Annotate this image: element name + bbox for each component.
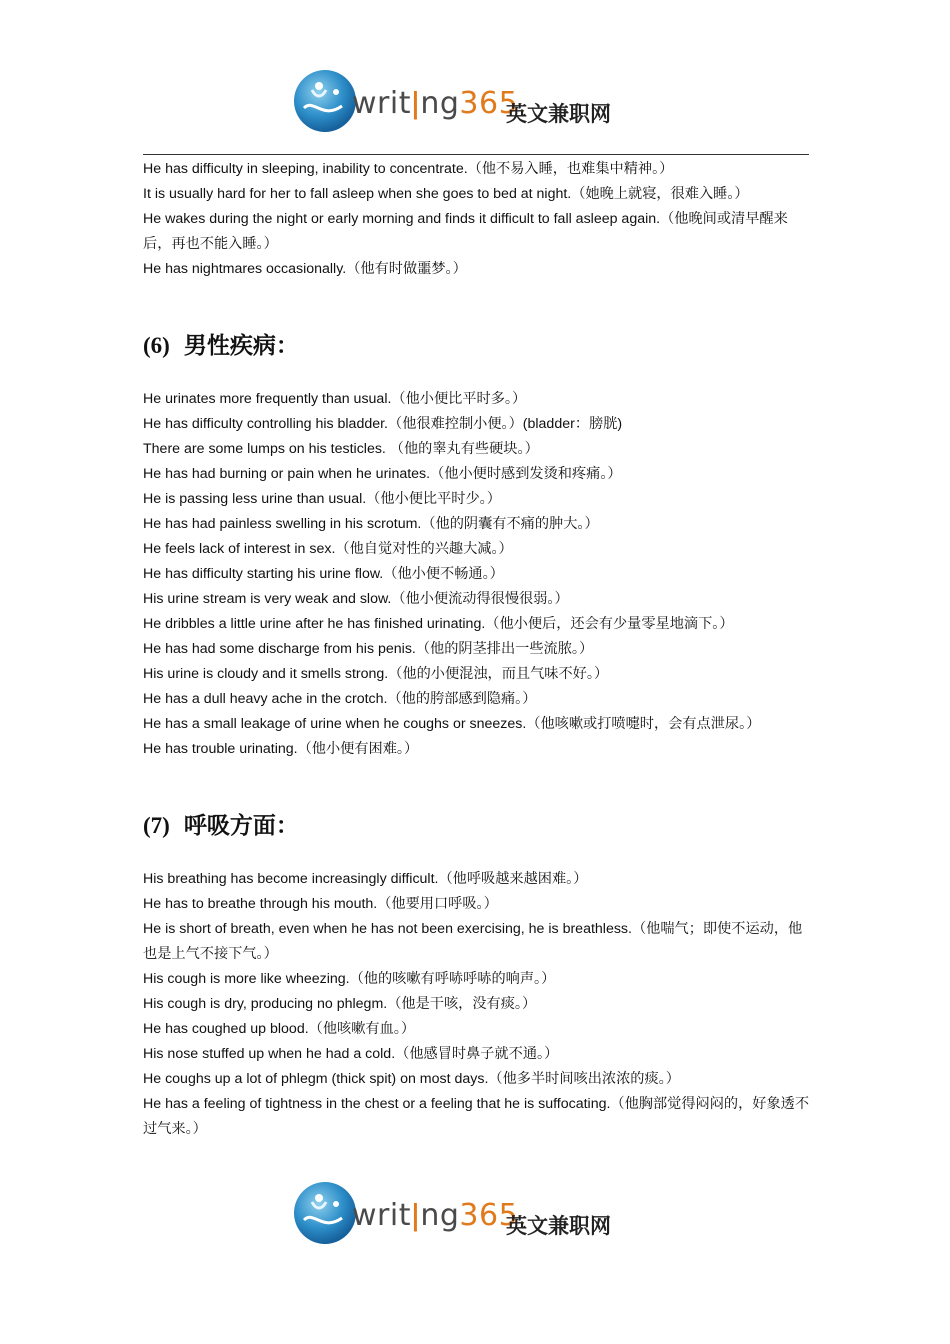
sleep-line: He has nightmares occasionally.（他有时做噩梦。）	[143, 261, 467, 277]
logo-chinese-text: 英文兼职网	[506, 1214, 611, 1238]
logo-wordmark	[352, 86, 518, 121]
section-6-heading	[143, 331, 811, 361]
symptom-line: He is short of breath, even when he has not been exercising, he is breathless.（他喘气；即使不运动，他也是上气不接下气。）	[143, 921, 803, 962]
logo-globe-icon	[292, 1180, 358, 1246]
section-7-heading	[143, 811, 811, 841]
symptom-line: He dribbles a little urine after he has finished urinating.（他小便后，还会有少量零星地滴下。）	[143, 616, 734, 632]
sleep-line: He wakes during the night or early morning and finds it difficult to fall asleep again.（他晚间或清早醒来后，再也不能入睡。）	[143, 211, 788, 252]
section-6-number: (6)	[143, 333, 170, 358]
symptom-line: He has a small leakage of urine when he coughs or sneezes.（他咳嗽或打喷嚏时，会有点泄尿。）	[143, 716, 761, 732]
symptom-line: He has had some discharge from his penis.（他的阴茎排出一些流脓。）	[143, 641, 594, 657]
logo-word-prefix: writ	[352, 1198, 411, 1233]
symptom-line: He is passing less urine than usual.（他小便比平时少。）	[143, 491, 501, 507]
symptom-line: He has coughed up blood.（他咳嗽有血。）	[143, 1021, 416, 1037]
symptom-line: His cough is dry, producing no phlegm.（他是干咳，没有痰。）	[143, 996, 537, 1012]
section-6-lines	[143, 387, 811, 762]
symptom-line: He has a feeling of tightness in the chest or a feeling that he is suffocating.（他胸部觉得闷闷的，好象透不过气来。）	[143, 1096, 810, 1137]
symptom-line: He coughs up a lot of phlegm (thick spit) on most days.（他多半时间咳出浓浓的痰。）	[143, 1071, 680, 1087]
symptom-line: His breathing has become increasingly difficult.（他呼吸越来越困难。）	[143, 871, 588, 887]
header-divider	[143, 154, 809, 155]
section-7-lines	[143, 867, 811, 1142]
section-6-title: 男性疾病：	[183, 333, 299, 358]
document-body	[143, 157, 811, 1142]
logo-word-num: 365	[459, 86, 519, 121]
symptom-line: He has a dull heavy ache in the crotch.（他的胯部感到隐痛。）	[143, 691, 537, 707]
logo-globe-icon	[292, 68, 358, 134]
logo-wordmark	[352, 1198, 518, 1233]
section-7-title: 呼吸方面：	[183, 813, 299, 838]
logo-word-mid: ng	[420, 1198, 460, 1233]
symptom-line: He has to breathe through his mouth.（他要用口呼吸。）	[143, 896, 498, 912]
footer-logo	[292, 1180, 632, 1252]
symptom-line: He urinates more frequently than usual.（他小便比平时多。）	[143, 391, 527, 407]
symptom-line: He has difficulty starting his urine flow.（他小便不畅通。）	[143, 566, 504, 582]
symptom-line: His cough is more like wheezing.（他的咳嗽有呼哧呼哧的响声。）	[143, 971, 556, 987]
logo-word-num: 365	[459, 1198, 519, 1233]
symptom-line: He has difficulty controlling his bladder.（他很难控制小便。）(bladder：膀胱)	[143, 416, 623, 432]
symptom-line: He feels lack of interest in sex.（他自觉对性的兴趣大减。）	[143, 541, 513, 557]
symptom-line: His urine is cloudy and it smells strong.（他的小便混浊，而且气味不好。）	[143, 666, 609, 682]
symptom-line: He has had burning or pain when he urinates.（他小便时感到发烫和疼痛。）	[143, 466, 622, 482]
logo-word-prefix: writ	[352, 86, 411, 121]
symptom-line: There are some lumps on his testicles. （他的睾丸有些硬块。）	[143, 441, 539, 457]
logo-letter-i: ǀ	[410, 1198, 421, 1233]
symptom-line: He has had painless swelling in his scrotum.（他的阴囊有不痛的肿大。）	[143, 516, 599, 532]
symptom-line: His nose stuffed up when he had a cold.（他感冒时鼻子就不通。）	[143, 1046, 559, 1062]
section-7-number: (7)	[143, 813, 170, 838]
logo-word-mid: ng	[420, 86, 460, 121]
sleep-line: He has difficulty in sleeping, inability to concentrate.（他不易入睡，也难集中精神。）	[143, 161, 674, 177]
logo-chinese-text: 英文兼职网	[506, 102, 611, 126]
symptom-line: He has trouble urinating.（他小便有困难。）	[143, 741, 419, 757]
logo-letter-i: ǀ	[410, 86, 421, 121]
symptom-line: His urine stream is very weak and slow.（他小便流动得很慢很弱。）	[143, 591, 569, 607]
sleep-line: It is usually hard for her to fall asleep when she goes to bed at night.（她晚上就寝，很难入睡。）	[143, 186, 749, 202]
sleep-lines	[143, 157, 811, 282]
header-logo	[292, 68, 632, 140]
